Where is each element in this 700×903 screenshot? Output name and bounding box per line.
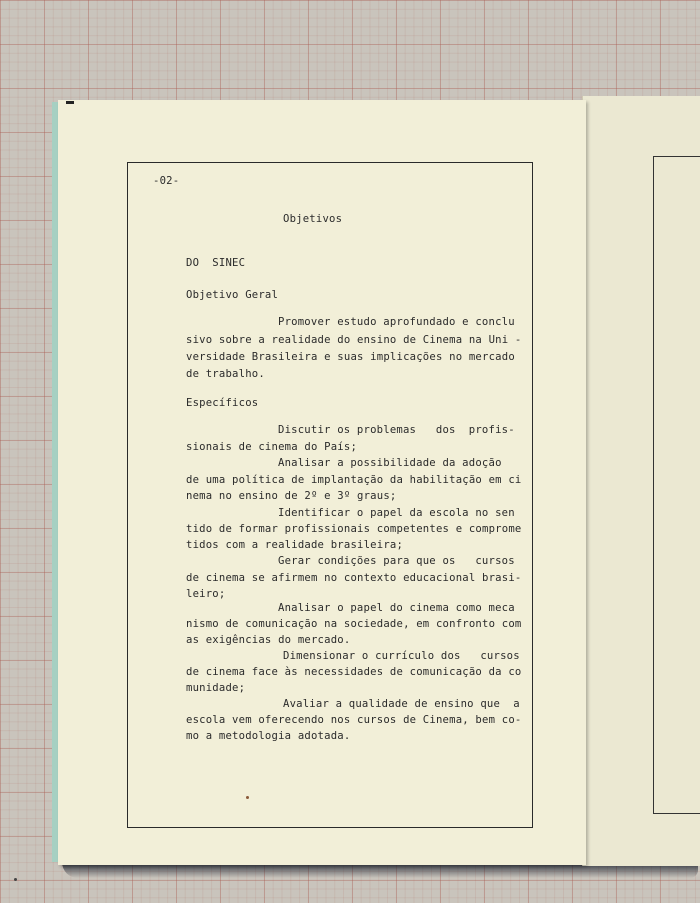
general-text-line: de trabalho. bbox=[186, 368, 265, 380]
specific-text-line: nismo de comunicação na sociedade, em confronto com bbox=[186, 618, 522, 630]
general-text-line: Promover estudo aprofundado e conclu bbox=[278, 316, 515, 328]
specific-text-line: Avaliar a qualidade de ensino que a bbox=[283, 698, 520, 710]
specific-text-line: mo a metodologia adotada. bbox=[186, 730, 351, 742]
specific-text-line: Gerar condições para que os cursos bbox=[278, 555, 515, 567]
specific-text-line: de cinema face às necessidades de comunicação da co bbox=[186, 666, 522, 678]
specific-text-line: Analisar a possibilidade da adoção bbox=[278, 457, 502, 469]
specific-text-line: tido de formar profissionais competentes e comprome bbox=[186, 523, 522, 535]
page-number: -02- bbox=[153, 175, 180, 187]
specific-text-line: leiro; bbox=[186, 588, 226, 600]
specific-objectives-heading: Específicos bbox=[186, 397, 259, 409]
specific-text-line: sionais de cinema do País; bbox=[186, 441, 358, 453]
specific-text-line: de uma política de implantação da habilitação em ci bbox=[186, 474, 522, 486]
specific-text-line: Dimensionar o currículo dos cursos bbox=[283, 650, 520, 662]
general-text-line: sivo sobre a realidade do ensino de Cinema na Uni - bbox=[186, 334, 522, 346]
general-objective-heading: Objetivo Geral bbox=[186, 289, 279, 301]
background-speck bbox=[14, 878, 17, 881]
specific-text-line: escola vem oferecendo nos cursos de Cinema, bem co- bbox=[186, 714, 522, 726]
general-text-line: versidade Brasileira e suas implicações no mercado bbox=[186, 351, 515, 363]
specific-text-line: nema no ensino de 2º e 3º graus; bbox=[186, 490, 397, 502]
specific-text-line: Discutir os problemas dos profis- bbox=[278, 424, 515, 436]
facing-page-frame bbox=[653, 156, 700, 814]
specific-text-line: tidos com a realidade brasileira; bbox=[186, 539, 404, 551]
specific-text-line: de cinema se afirmem no contexto educacional brasi- bbox=[186, 572, 522, 584]
specific-text-line: Identificar o papel da escola no sen bbox=[278, 507, 515, 519]
specific-text-line: as exigências do mercado. bbox=[186, 634, 351, 646]
ink-speck bbox=[246, 796, 249, 799]
section-heading: DO SINEC bbox=[186, 257, 246, 269]
specific-text-line: Analisar o papel do cinema como meca bbox=[278, 602, 515, 614]
facing-page bbox=[582, 96, 700, 866]
page-title: Objetivos bbox=[283, 213, 343, 225]
corner-mark bbox=[66, 101, 74, 104]
specific-text-line: munidade; bbox=[186, 682, 246, 694]
